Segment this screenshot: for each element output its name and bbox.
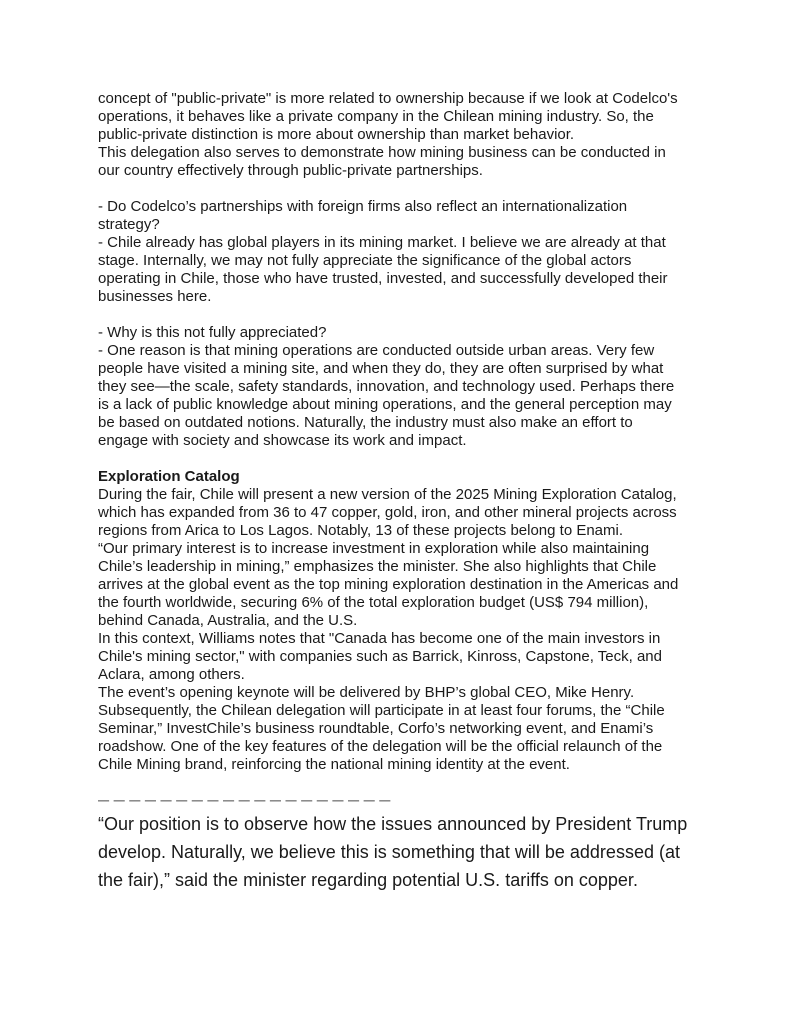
body-text-line: operations, it behaves like a private company in the Chilean mining industry. So, the [98, 108, 654, 125]
body-text-line: arrives at the global event as the top mining exploration destination in the Americas and [98, 576, 679, 593]
pull-quote-line: develop. Naturally, we believe this is something that will be addressed (at [98, 842, 680, 862]
body-text-line: they see—the scale, safety standards, innovation, and technology used. Perhaps there [98, 378, 675, 395]
dashed-divider: ––––––––––––––––––– [98, 789, 395, 811]
body-text-line: is a lack of public knowledge about mining operations, and the general perception may [98, 396, 672, 413]
body-text-line: The event’s opening keynote will be delivered by BHP’s global CEO, Mike Henry. [98, 684, 635, 701]
body-text-line: Aclara, among others. [98, 666, 245, 683]
body-text-line: be based on outdated notions. Naturally, the industry must also make an effort to [98, 414, 633, 431]
pull-quote-line: “Our position is to observe how the issues announced by President Trump [98, 814, 688, 834]
body-text-line: behind Canada, Australia, and the U.S. [98, 612, 358, 629]
paragraph-spacer [98, 450, 738, 468]
body-text-line: - One reason is that mining operations are conducted outside urban areas. Very few [98, 342, 655, 359]
body-text-line: - Do Codelco’s partnerships with foreign firms also reflect an internationalization [98, 198, 628, 215]
body-text-line: - Why is this not fully appreciated? [98, 324, 327, 341]
paragraph-spacer [98, 306, 738, 324]
body-text-line: Subsequently, the Chilean delegation will participate in at least four forums, the “Chile [98, 702, 665, 719]
body-text-line: Chile Mining brand, reinforcing the national mining identity at the event. [98, 756, 570, 773]
body-text-line: - Chile already has global players in its mining market. I believe we are already at that [98, 234, 666, 251]
body-text-line: roadshow. One of the key features of the delegation will be the official relaunch of the [98, 738, 663, 755]
body-text-line: stage. Internally, we may not fully appreciate the significance of the global actors [98, 252, 632, 269]
body-text-line: operating in Chile, those who have trusted, invested, and successfully developed their [98, 270, 668, 287]
body-text-line: “Our primary interest is to increase investment in exploration while also maintaining [98, 540, 650, 557]
body-text-line: the fourth worldwide, securing 6% of the total exploration budget (US$ 794 million), [98, 594, 649, 611]
body-text-line: Chile's mining sector," with companies such as Barrick, Kinross, Capstone, Teck, and [98, 648, 662, 665]
body-text-line: Chile’s leadership in mining,” emphasizes the minister. She also highlights that Chile [98, 558, 657, 575]
body-text-line: engage with society and showcase its work and impact. [98, 432, 467, 449]
body-text-line: businesses here. [98, 288, 212, 305]
pull-quote-line: the fair),” said the minister regarding potential U.S. tariffs on copper. [98, 870, 638, 890]
section-heading: Exploration Catalog [98, 468, 240, 485]
body-text-line: In this context, Williams notes that "Canada has become one of the main investors in [98, 630, 661, 647]
body-text-line: public-private distinction is more about ownership than market behavior. [98, 126, 575, 143]
body-text-line: regions from Arica to Los Lagos. Notably, 13 of these projects belong to Enami. [98, 522, 624, 539]
body-text-line: This delegation also serves to demonstrate how mining business can be conducted in [98, 144, 666, 161]
body-text-line: people have visited a mining site, and when they do, they are often surprised by what [98, 360, 664, 377]
document-content [98, 90, 738, 894]
paragraph-spacer [98, 180, 738, 198]
body-text-line: our country effectively through public-private partnerships. [98, 162, 483, 179]
body-text-line: concept of "public-private" is more related to ownership because if we look at Codelco's [98, 90, 678, 107]
body-text-line: Seminar,” InvestChile’s business roundtable, Corfo’s networking event, and Enami’s [98, 720, 654, 737]
body-text-line: strategy? [98, 216, 160, 233]
body-text-line: During the fair, Chile will present a new version of the 2025 Mining Exploration Catalog, [98, 486, 677, 503]
body-text-line: which has expanded from 36 to 47 copper, gold, iron, and other mineral projects across [98, 504, 677, 521]
